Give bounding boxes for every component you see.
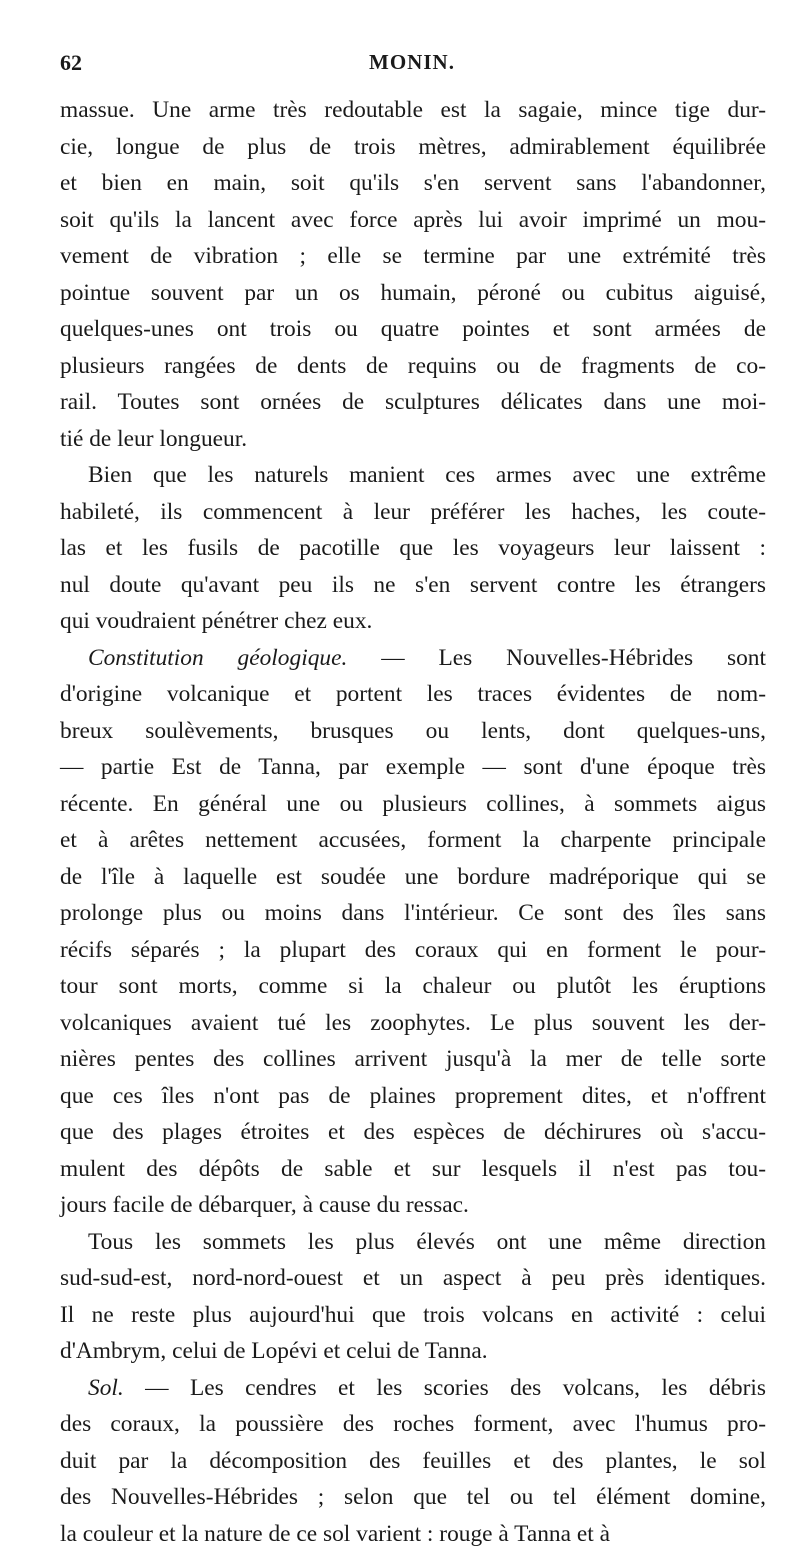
line-text: des coraux, la poussière des roches forment, avec l'humus pro- xyxy=(60,1411,766,1437)
text-line xyxy=(60,1187,766,1224)
line-text: et à arêtes nettement accusées, forment la charpente principale xyxy=(60,827,766,853)
text-line xyxy=(60,1078,766,1115)
text-line xyxy=(60,713,766,750)
text-line xyxy=(60,421,766,458)
text-line xyxy=(60,530,766,567)
line-text: tié de leur longueur. xyxy=(60,426,247,452)
line-text: que ces îles n'ont pas de plaines proprement dites, et n'offrent xyxy=(60,1083,766,1109)
page-header xyxy=(60,50,764,80)
body-text xyxy=(60,92,766,1552)
line-text: récente. En général une ou plusieurs collines, à sommets aigus xyxy=(60,791,766,817)
text-line xyxy=(60,640,766,677)
paragraph xyxy=(60,92,766,457)
text-line xyxy=(60,348,766,385)
paragraph xyxy=(60,1224,766,1370)
text-line xyxy=(60,1224,766,1261)
paragraph xyxy=(60,640,766,1224)
line-text: rail. Toutes sont ornées de sculptures délicates dans une moi- xyxy=(60,389,766,415)
line-text: vement de vibration ; elle se termine par une extrémité très xyxy=(60,243,766,269)
line-text: — Les Nouvelles-Hébrides sont xyxy=(347,645,766,671)
text-line xyxy=(60,1443,766,1480)
line-text: tour sont morts, comme si la chaleur ou plutôt les éruptions xyxy=(60,973,766,999)
text-line xyxy=(60,822,766,859)
line-text: — partie Est de Tanna, par exemple — sont d'une époque très xyxy=(60,754,766,780)
section-heading: Sol. xyxy=(88,1375,124,1401)
line-text: quelques-unes ont trois ou quatre pointes et sont armées de xyxy=(60,316,766,342)
line-text: plusieurs rangées de dents de requins ou de fragments de co- xyxy=(60,353,766,379)
line-text: de l'île à laquelle est soudée une bordure madréporique qui se xyxy=(60,864,766,890)
line-text: volcaniques avaient tué les zoophytes. Le plus souvent les der- xyxy=(60,1010,766,1036)
text-line xyxy=(60,1479,766,1516)
text-line xyxy=(60,275,766,312)
line-text: qui voudraient pénétrer chez eux. xyxy=(60,608,372,634)
text-line xyxy=(60,749,766,786)
text-line xyxy=(60,859,766,896)
line-text: d'Ambrym, celui de Lopévi et celui de Tanna. xyxy=(60,1338,488,1364)
line-text: que des plages étroites et des espèces de déchirures où s'accu- xyxy=(60,1119,766,1145)
paragraph xyxy=(60,1370,766,1552)
line-text: sud-sud-est, nord-nord-ouest et un aspect à peu près identiques. xyxy=(60,1265,766,1291)
text-line xyxy=(60,1005,766,1042)
line-text: nières pentes des collines arrivent jusqu'à la mer de telle sorte xyxy=(60,1046,766,1072)
line-text: mulent des dépôts de sable et sur lesquels il n'est pas tou- xyxy=(60,1156,766,1182)
line-text: des Nouvelles-Hébrides ; selon que tel ou tel élément domine, xyxy=(60,1484,766,1510)
section-heading: Constitution géologique. xyxy=(88,645,347,671)
line-text: massue. Une arme très redoutable est la sagaie, mince tige dur- xyxy=(60,97,766,123)
text-line xyxy=(60,932,766,969)
line-text: Tous les sommets les plus élevés ont une même direction xyxy=(88,1229,766,1255)
line-text: cie, longue de plus de trois mètres, admirablement équilibrée xyxy=(60,134,766,160)
line-text: breux soulèvements, brusques ou lents, dont quelques-uns, xyxy=(60,718,766,744)
running-head: MONIN. xyxy=(60,50,764,75)
text-line xyxy=(60,92,766,129)
line-text: soit qu'ils la lancent avec force après lui avoir imprimé un mou- xyxy=(60,207,766,233)
line-text: et bien en main, soit qu'ils s'en servent sans l'abandonner, xyxy=(60,170,766,196)
text-line xyxy=(60,895,766,932)
text-line xyxy=(60,786,766,823)
text-line xyxy=(60,603,766,640)
text-line xyxy=(60,129,766,166)
line-text: jours facile de débarquer, à cause du ressac. xyxy=(60,1192,469,1218)
text-line xyxy=(60,1297,766,1334)
text-line xyxy=(60,311,766,348)
text-line xyxy=(60,202,766,239)
paragraph xyxy=(60,457,766,640)
text-line xyxy=(60,238,766,275)
text-line xyxy=(60,1151,766,1188)
text-line xyxy=(60,1370,766,1407)
text-line xyxy=(60,457,766,494)
text-line xyxy=(60,1516,766,1552)
text-line xyxy=(60,494,766,531)
line-text: pointue souvent par un os humain, péroné ou cubitus aiguisé, xyxy=(60,280,766,306)
line-text: la couleur et la nature de ce sol varient : rouge à Tanna et à xyxy=(60,1521,610,1547)
line-text: — Les cendres et les scories des volcans, les débris xyxy=(124,1375,766,1401)
page-number: 62 xyxy=(60,50,82,76)
text-line xyxy=(60,676,766,713)
text-line xyxy=(60,1406,766,1443)
line-text: récifs séparés ; la plupart des coraux qui en forment le pour- xyxy=(60,937,766,963)
line-text: duit par la décomposition des feuilles et des plantes, le sol xyxy=(60,1448,766,1474)
text-line xyxy=(60,1260,766,1297)
line-text: nul doute qu'avant peu ils ne s'en servent contre les étrangers xyxy=(60,572,766,598)
text-line xyxy=(60,165,766,202)
text-line xyxy=(60,384,766,421)
text-line xyxy=(60,1114,766,1151)
line-text: d'origine volcanique et portent les traces évidentes de nom- xyxy=(60,681,766,707)
text-line xyxy=(60,567,766,604)
line-text: prolonge plus ou moins dans l'intérieur. Ce sont des îles sans xyxy=(60,900,766,926)
line-text: Il ne reste plus aujourd'hui que trois volcans en activité : celui xyxy=(60,1302,766,1328)
text-line xyxy=(60,1041,766,1078)
line-text: las et les fusils de pacotille que les voyageurs leur laissent : xyxy=(60,535,766,561)
text-line xyxy=(60,1333,766,1370)
line-text: Bien que les naturels manient ces armes avec une extrême xyxy=(88,462,766,488)
text-line xyxy=(60,968,766,1005)
line-text: habileté, ils commencent à leur préférer les haches, les coute- xyxy=(60,499,766,525)
